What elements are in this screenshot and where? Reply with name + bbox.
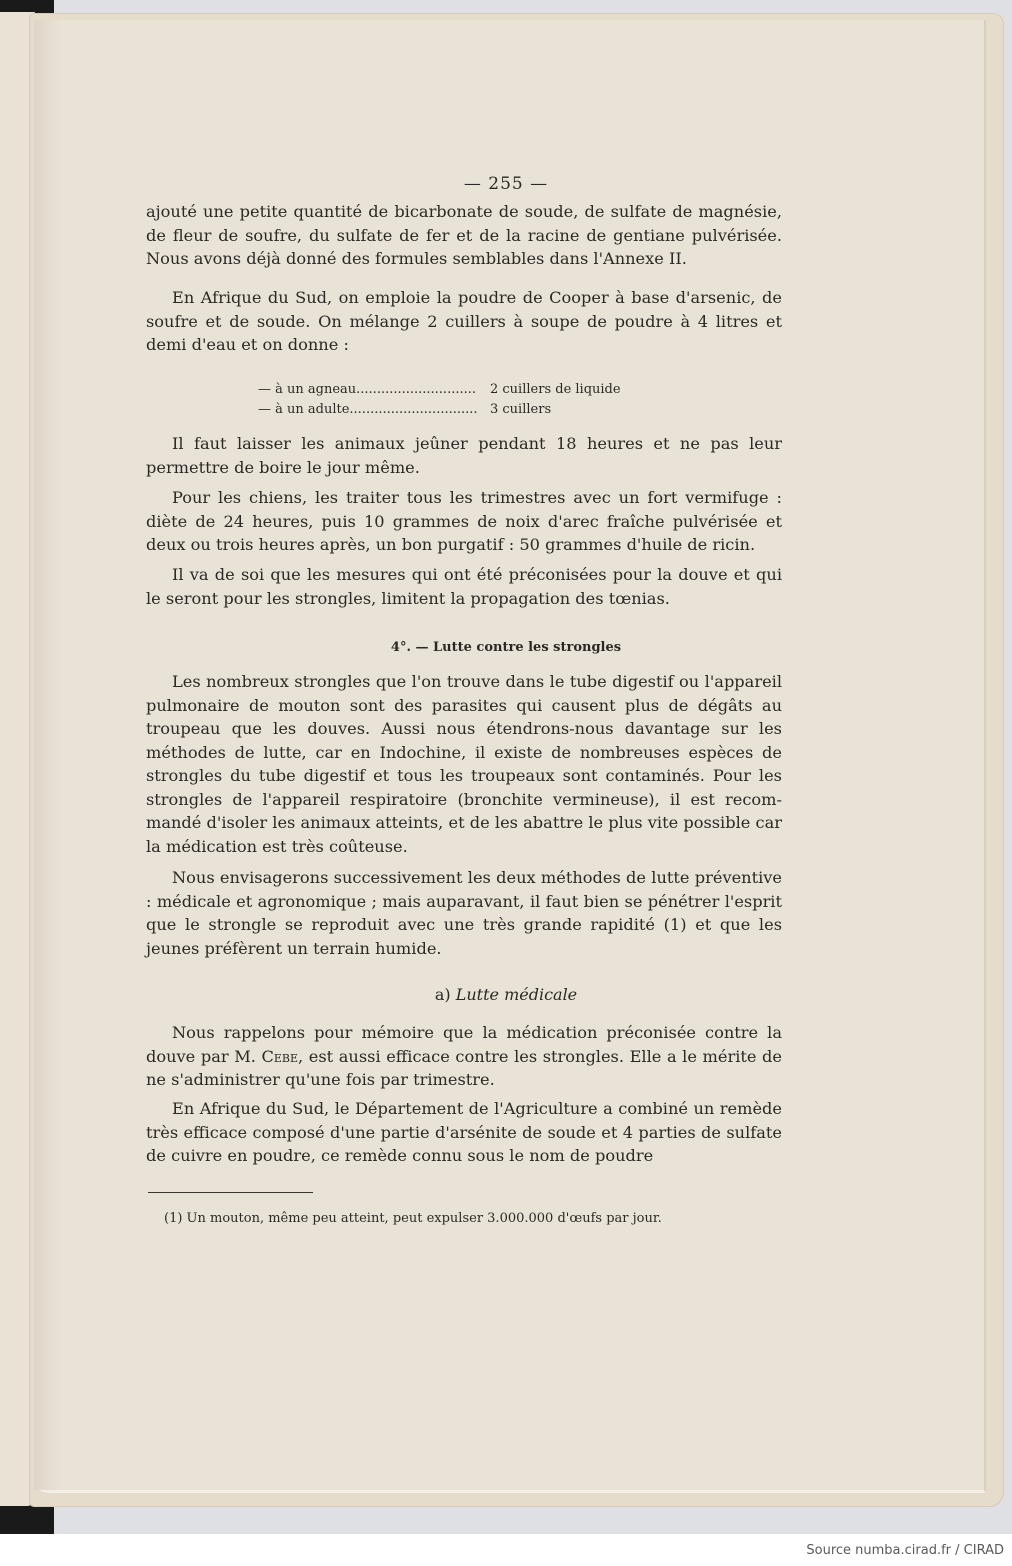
dosage-value: 2 cuillers de liquide — [490, 382, 621, 397]
cebe-text-before: Nous rappelons pour mémoire que la médication préconisée contre la douve par M. — [146, 1023, 782, 1066]
paragraph-2: En Afrique du Sud, on emploie la poudre de Cooper à base d'arsenic, de soufre et de soude. On mélange 2 cuillers à soupe de poudre à 4 litres et demi d'eau et on donne : — [146, 288, 782, 354]
subsection-title: Lutte médicale — [455, 985, 578, 1004]
paragraph-5: Il va de soi que les mesures qui ont été préconisées pour la douve et qui le seront pour les strongles, limitent la propagation des tœnias. — [146, 565, 782, 608]
subsection-prefix: a) — [434, 985, 456, 1004]
subsection-heading — [0, 985, 1012, 1004]
paragraph-4: Pour les chiens, les traiter tous les trimestres avec un fort vermifuge : diète de 24 heures, puis 10 grammes de noix d'arec fraîche pulvérisée et deux ou trois heures après, un bon purgatif : 50 grammes d'huile de ricin. — [146, 488, 782, 554]
paragraph-8: En Afrique du Sud, le Département de l'Agriculture a combiné un remède très efficace composé d'une partie d'arsénite de soude et 4 parties de sulfate de cuivre en poudre, ce remède connu sous le nom de poudre — [146, 1099, 782, 1165]
paragraph-3: Il faut laisser les animaux jeûner pendant 18 heures et ne pas leur permettre de boire le jour même. — [146, 434, 782, 477]
dosage-row-lamb — [258, 380, 621, 400]
paragraph-cebe — [146, 1021, 782, 1092]
dosage-label: — à un agneau............................. — [258, 382, 476, 397]
footnote: (1) Un mouton, même peu atteint, peut expulser 3.000.000 d'œufs par jour. — [164, 1211, 662, 1226]
author-name: Cebe — [261, 1046, 299, 1066]
page-number: — 255 — — [463, 174, 549, 194]
dosage-label: — à un adulte............................... — [258, 402, 478, 417]
paragraph-1: ajouté une petite quantité de bicarbonate de soude, de sulfate de magnésie, de fleur de soufre, du sulfate de fer et de la racine de gentiane pulvérisée. Nous avons déjà donné des formules semblables dans l'Annexe II. — [146, 202, 782, 268]
dosage-value: 3 cuillers — [490, 402, 552, 417]
cebe-text-after: , est aussi efficace contre les strongles. Elle a le mérite de ne s'administrer qu'une fois par trimestre. — [146, 1046, 782, 1089]
paragraph-6: Les nombreux strongles que l'on trouve dans le tube digestif ou l'appareil pulmonaire de mouton sont des parasites qui causent plus de dégâts au troupeau que les douves. Aussi nous étendrons-nous davantage sur les méthodes de lutte, car en Indochine, il existe de nombreuses espèces de strongles du tube digestif et tous les troupeaux sont contaminés. Pour les strongles de l'appareil respiratoire (bronchite vermineuse), il est recommandé d'isoler les animaux atteints, et de les abattre le plus vite possible car la médication est très coûteuse. — [146, 672, 782, 856]
section-heading: 4°. — Lutte contre les strongles — [390, 640, 622, 655]
footnote-divider — [148, 1192, 313, 1193]
paragraph-7: Nous envisagerons successivement les deux méthodes de lutte préventive : médicale et agronomique ; mais auparavant, il faut bien se pénétrer l'esprit que le strongle se reproduit avec une très grande rapidité (1) et que les jeunes préfèrent un terrain humide. — [146, 868, 782, 958]
source-credit: Source numba.cirad.fr / CIRAD — [806, 1543, 1004, 1558]
dosage-row-adult — [258, 400, 551, 420]
